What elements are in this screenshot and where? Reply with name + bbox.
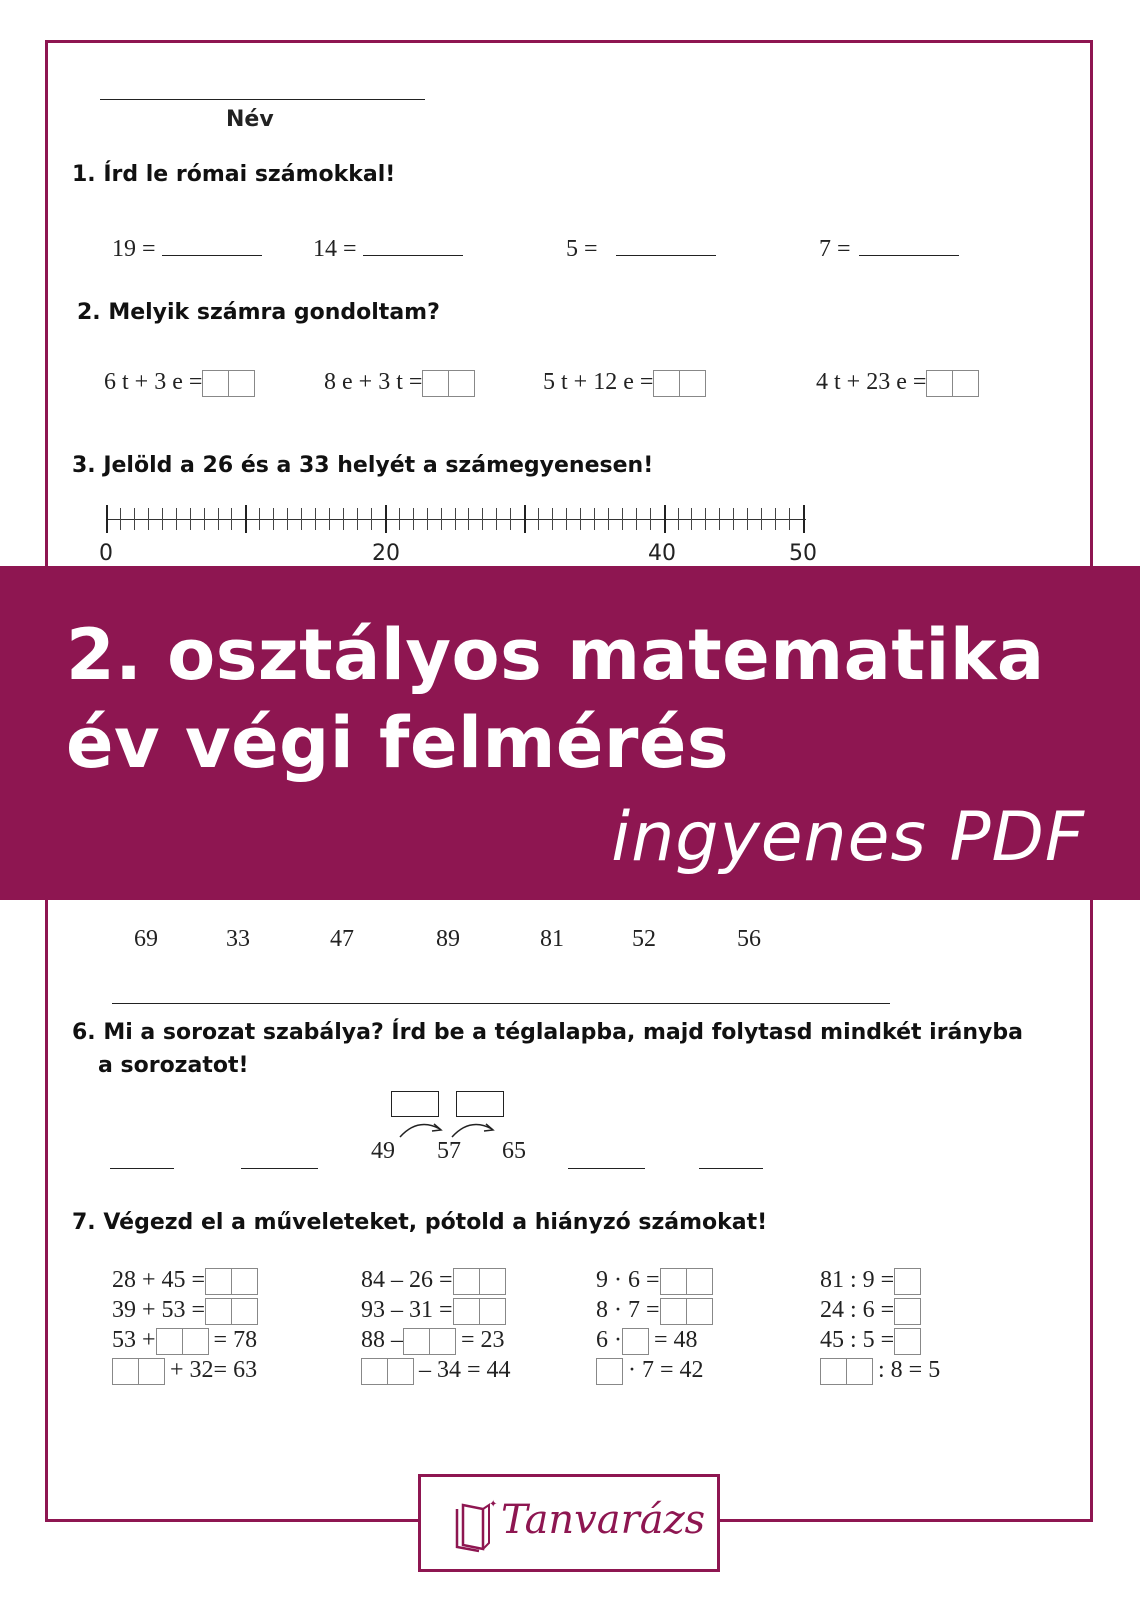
q5-number: 81 <box>540 926 564 952</box>
answer-box[interactable] <box>231 1298 258 1325</box>
q2-title: 2. Melyik számra gondoltam? <box>77 300 440 325</box>
number-line-tick <box>371 508 372 530</box>
op-2-3: 88 – = 23 <box>361 1327 505 1353</box>
op-1-4: + 32= 63 <box>112 1357 257 1385</box>
number-line-tick <box>259 508 260 530</box>
number-line-tick <box>399 508 400 530</box>
q2-item-3: 5 t + 12 e = <box>543 369 705 397</box>
number-line-tick <box>496 508 497 530</box>
q6-title-line-1: 6. Mi a sorozat szabálya? Írd be a téglalapba, majd folytasd mindkét irányba <box>72 1020 1023 1045</box>
q2-item-4: 4 t + 23 e = <box>816 369 978 397</box>
op-2-1: 84 – 26 = <box>361 1267 505 1295</box>
number-line-tick <box>468 508 469 530</box>
number-line-tick <box>664 505 666 533</box>
op-1-3: 53 + = 78 <box>112 1327 258 1353</box>
op-4-4: : 8 = 5 <box>820 1357 940 1385</box>
op-1-1: 28 + 45 = <box>112 1267 257 1295</box>
number-line-tick <box>608 508 609 530</box>
answer-box[interactable] <box>453 1268 480 1295</box>
number-line-tick <box>273 508 274 530</box>
number-line-tick <box>594 508 595 530</box>
q2-item-1: 6 t + 3 e = <box>104 369 254 397</box>
book-icon <box>453 1497 497 1553</box>
number-line-tick <box>315 508 316 530</box>
answer-box[interactable] <box>112 1358 139 1385</box>
answer-box[interactable] <box>361 1358 388 1385</box>
answer-box[interactable] <box>479 1298 506 1325</box>
q6-title-line-2: a sorozatot! <box>98 1053 249 1078</box>
answer-box[interactable] <box>686 1268 713 1295</box>
number-line-tick <box>385 505 387 533</box>
banner-title-line-1: 2. osztályos matematika <box>66 614 1045 696</box>
q7-title: 7. Végezd el a műveleteket, pótold a hiányzó számokat! <box>72 1210 768 1235</box>
rule-box-2[interactable] <box>456 1091 504 1117</box>
q1-item-4: 7 = <box>819 233 959 263</box>
number-line-tick <box>357 508 358 530</box>
number-line-tick <box>343 508 344 530</box>
answer-box[interactable] <box>894 1298 921 1325</box>
number-line-tick <box>455 508 456 530</box>
number-line-tick <box>622 508 623 530</box>
answer-box[interactable] <box>820 1358 847 1385</box>
answer-box[interactable] <box>231 1268 258 1295</box>
op-3-4: · 7 = 42 <box>596 1357 704 1385</box>
number-line-tick <box>678 508 679 530</box>
number-line-tick <box>441 508 442 530</box>
q5-number: 33 <box>226 926 250 952</box>
sequence-blank[interactable] <box>241 1168 318 1169</box>
sequence-number: 49 <box>371 1138 395 1164</box>
answer-box[interactable] <box>686 1298 713 1325</box>
banner-subtitle: ingyenes PDF <box>611 798 1085 877</box>
number-line-tick <box>176 508 177 530</box>
op-4-1: 81 : 9 = <box>820 1267 920 1295</box>
answer-box[interactable] <box>156 1328 183 1355</box>
q1-item-2: 14 = <box>313 233 463 263</box>
rule-box-1[interactable] <box>391 1091 439 1117</box>
number-line-tick <box>761 508 762 530</box>
number-line-tick <box>510 508 511 530</box>
q2-item-2: 8 e + 3 t = <box>324 369 474 397</box>
logo-text: Tanvarázs <box>501 1497 706 1543</box>
number-line-tick <box>538 508 539 530</box>
number-line-axis <box>106 519 806 520</box>
number-line-tick <box>691 508 692 530</box>
answer-box[interactable] <box>182 1328 209 1355</box>
svg-text:✦: ✦ <box>489 1499 497 1510</box>
answer-box[interactable] <box>205 1298 232 1325</box>
answer-box[interactable] <box>894 1328 921 1355</box>
number-line-tick <box>427 508 428 530</box>
number-line-tick <box>162 508 163 530</box>
op-2-4: – 34 = 44 <box>361 1357 511 1385</box>
number-line-label-0: 0 <box>99 541 113 566</box>
sequence-blank[interactable] <box>110 1168 174 1169</box>
number-line-tick <box>301 508 302 530</box>
number-line-tick <box>120 508 121 530</box>
q1-item-3: 5 = <box>566 233 716 263</box>
number-line-tick <box>204 508 205 530</box>
q5-number: 52 <box>632 926 656 952</box>
number-line-tick <box>719 508 720 530</box>
number-line-label-50: 50 <box>789 541 817 566</box>
op-3-3: 6 · = 48 <box>596 1327 698 1353</box>
number-line-label-20: 20 <box>372 541 400 566</box>
number-line-tick <box>245 505 247 533</box>
answer-box[interactable] <box>596 1358 623 1385</box>
number-line-tick <box>747 508 748 530</box>
banner-title-line-2: év végi felmérés <box>66 702 730 784</box>
number-line[interactable] <box>0 0 1140 566</box>
q5-number: 47 <box>330 926 354 952</box>
sequence-blank[interactable] <box>699 1168 763 1169</box>
logo <box>418 1474 720 1572</box>
number-line-tick <box>636 508 637 530</box>
number-line-tick <box>705 508 706 530</box>
op-4-3: 45 : 5 = <box>820 1327 920 1355</box>
answer-box[interactable] <box>138 1358 165 1385</box>
number-line-tick <box>148 508 149 530</box>
number-line-tick <box>134 508 135 530</box>
answer-box[interactable] <box>403 1328 430 1355</box>
number-line-tick <box>231 508 232 530</box>
q1-item-1: 19 = <box>112 233 262 263</box>
q1-title: 1. Írd le római számokkal! <box>72 162 396 187</box>
answer-box[interactable] <box>660 1298 687 1325</box>
number-line-tick <box>552 508 553 530</box>
number-line-tick <box>329 508 330 530</box>
number-line-tick <box>413 508 414 530</box>
answer-box[interactable] <box>429 1328 456 1355</box>
answer-box[interactable] <box>894 1268 921 1295</box>
title-banner <box>0 566 1140 900</box>
number-line-tick <box>580 508 581 530</box>
answer-box[interactable] <box>453 1298 480 1325</box>
number-line-tick <box>650 508 651 530</box>
answer-box[interactable] <box>387 1358 414 1385</box>
sequence-number: 65 <box>502 1138 526 1164</box>
number-line-tick <box>218 508 219 530</box>
number-line-tick <box>287 508 288 530</box>
op-3-1: 9 · 6 = <box>596 1267 712 1295</box>
q5-number: 69 <box>134 926 158 952</box>
q5-number: 56 <box>737 926 761 952</box>
answer-box[interactable] <box>205 1268 232 1295</box>
number-line-tick <box>733 508 734 530</box>
name-label: Név <box>226 107 274 132</box>
number-line-tick <box>106 505 108 533</box>
number-line-tick <box>482 508 483 530</box>
op-1-2: 39 + 53 = <box>112 1297 257 1325</box>
answer-box[interactable] <box>660 1268 687 1295</box>
number-line-label-40: 40 <box>648 541 676 566</box>
op-3-2: 8 · 7 = <box>596 1297 712 1325</box>
number-line-tick <box>789 508 790 530</box>
number-line-tick <box>775 508 776 530</box>
number-line-tick <box>803 505 805 533</box>
answer-box[interactable] <box>622 1328 649 1355</box>
number-line-tick <box>566 508 567 530</box>
q5-answer-line[interactable] <box>112 1003 890 1004</box>
op-4-2: 24 : 6 = <box>820 1297 920 1325</box>
q5-number: 89 <box>436 926 460 952</box>
sequence-number: 57 <box>437 1138 461 1164</box>
answer-box[interactable] <box>846 1358 873 1385</box>
number-line-tick <box>524 505 526 533</box>
sequence-blank[interactable] <box>568 1168 645 1169</box>
answer-box[interactable] <box>479 1268 506 1295</box>
q3-title: 3. Jelöld a 26 és a 33 helyét a számegyenesen! <box>72 453 654 478</box>
number-line-tick <box>190 508 191 530</box>
op-2-2: 93 – 31 = <box>361 1297 505 1325</box>
